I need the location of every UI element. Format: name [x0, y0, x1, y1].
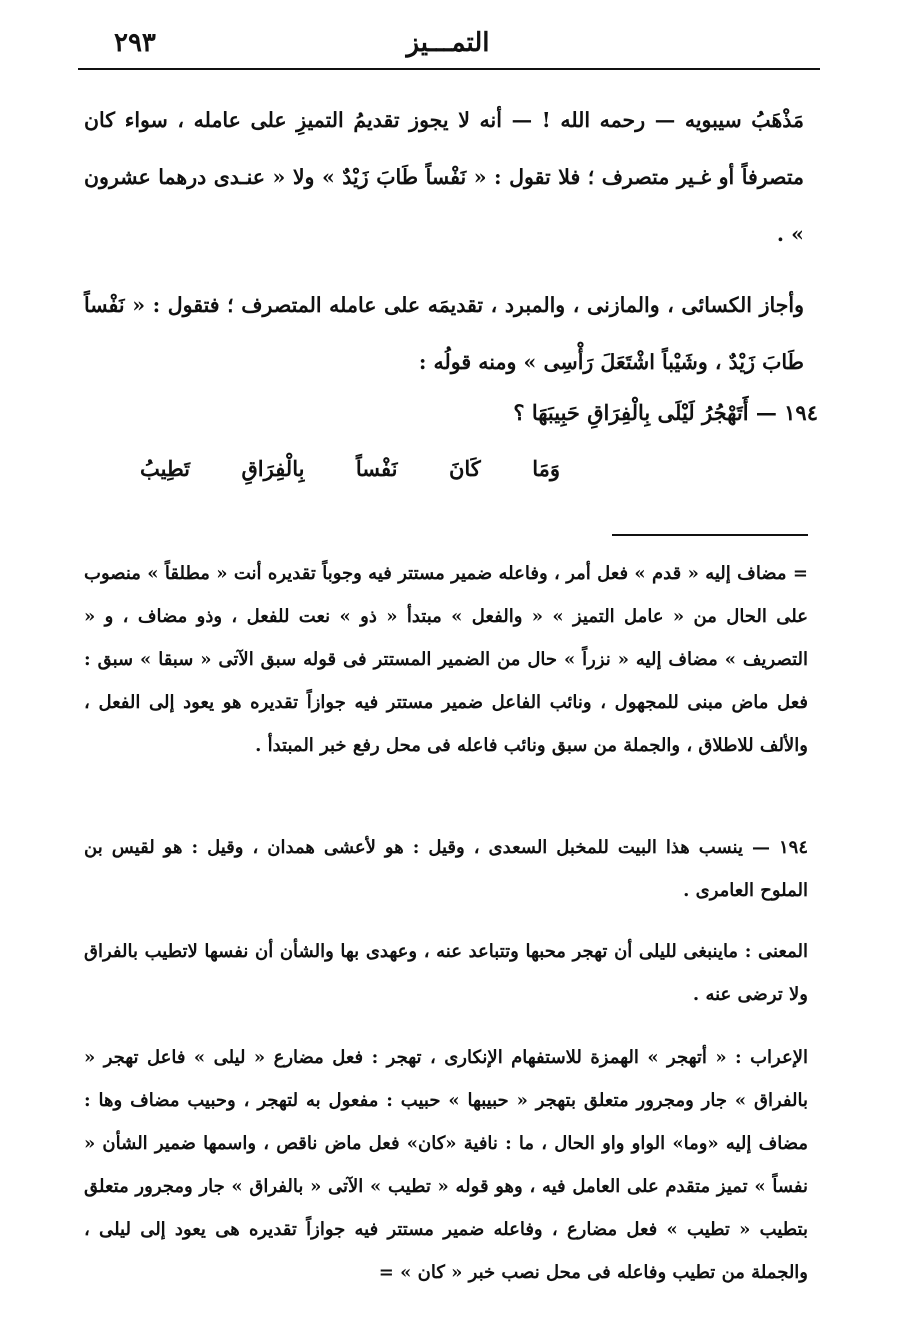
paragraph-sibawayh: مَذْهَبُ سيبويه — رحمه الله ! — أنه لا يجوز تقديمُ التميزِ على عامله ، سواء كان متصرفاً أو غـير متصرف ؛ فلا تقول : « نَفْساً طَابَ زَيْدٌ » ولا « عنـدى درهما عشرون » . — [84, 108, 804, 246]
paragraph-kisai: وأجاز الكسائى ، والمازنى ، والمبرد ، تقديمَه على عامله المتصرف ؛ فتقول : « نَفْساً طَابَ زَيْدٌ ، وشَيْباً اشْتَعَلَ رَأْسِى » ومنه قولُه : — [84, 293, 804, 374]
page-header — [78, 24, 818, 64]
footnote-parsing-continued: = مضاف إليه « قدم » فعل أمر ، وفاعله ضمير مستتر فيه وجوباً تقديره أنت « مطلقاً » منصوب على الحال من « عامل التميز » « والفعل » مبتدأ « ذو » نعت للفعل ، وذو مضاف ، و « التصريف » مضاف إليه « نزراً » حال من الضمير المستتر فى قوله سبق الآتى « سبقا » سبق : فعل ماض مبنى للمجهول ، ونائب الفاعل ضمير مستتر فيه جوازاً تقديره هو يعود إلى الفعل ، والألف للاطلاق ، والجملة من سبق ونائب فاعله فى محل رفع خبر المبتدأ . — [84, 563, 808, 756]
verse-line-second: وَمَا كَانَ نَفْساً بِالْفِرَاقِ تَطِيبُ — [140, 456, 560, 481]
footnote-meaning: المعنى : ماينبغى لليلى أن تهجر محبها وتتباعد عنه ، وعهدى بها والشأن أن نفسها لاتطيب بالفراق ولا ترضى عنه . — [84, 941, 808, 1005]
page-title: التمـــيز — [406, 28, 490, 58]
header-rule — [78, 68, 820, 70]
verse-line-first: ١٩٤ — أَتَهْجُرُ لَيْلَى بِالْفِرَاقِ حَبِيبَهَا ؟ — [513, 400, 818, 425]
footnote-attribution: ١٩٤ — ينسب هذا البيت للمخبل السعدى ، وقيل : هو لأعشى همدان ، وقيل : هو لقيس بن الملوح العامرى . — [84, 837, 808, 901]
footnote-parsing: الإعراب : « أتهجر » الهمزة للاستفهام الإنكارى ، تهجر : فعل مضارع « ليلى » فاعل تهجر « بالفراق » جار ومجرور متعلق بتهجر « حبيبها » حبيب : مفعول به لتهجر ، وحبيب مضاف وها : مضاف إليه «وما» الواو واو الحال ، ما : نافية «كان» فعل ماض ناقص ، واسمها ضمير الشأن « نفساً » تميز متقدم على العامل فيه ، وهو قوله « تطيب » الآتى « بالفراق » جار ومجرور متعلق بتطيب « تطيب » فعل مضارع ، وفاعله ضمير مستتر فيه جوازاً تقديره هى يعود إلى ليلى ، والجملة من تطيب وفاعله فى محل نصب خبر « كان » = — [84, 1047, 808, 1283]
footnote-rule — [612, 534, 808, 536]
page-number: ٢٩٣ — [114, 28, 156, 58]
